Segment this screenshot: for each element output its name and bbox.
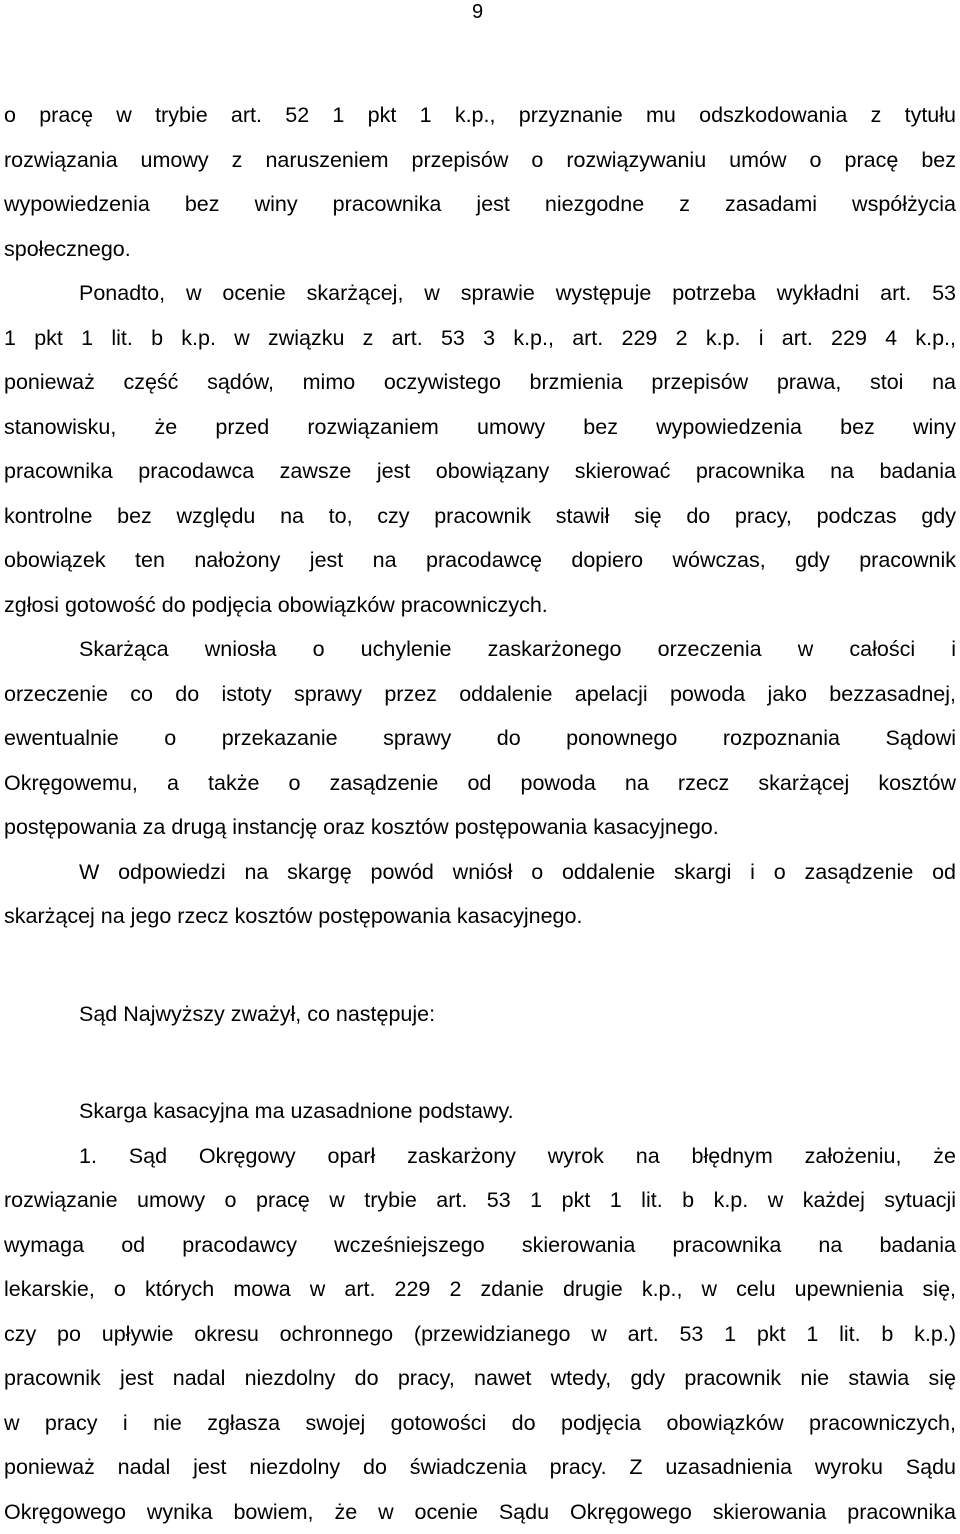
page-number: 9 bbox=[472, 0, 483, 24]
text-line: zgłosi gotowość do podjęcia obowiązków pracowniczych. bbox=[4, 583, 956, 628]
text-line: wymaga od pracodawcy wcześniejszego skierowania pracownika na badania bbox=[4, 1223, 956, 1268]
section-heading: Sąd Najwyższy zważył, co następuje: bbox=[4, 992, 956, 1037]
text-line: o pracę w trybie art. 52 1 pkt 1 k.p., przyznanie mu odszkodowania z tytułu bbox=[4, 93, 956, 138]
paragraph-gap bbox=[4, 939, 956, 992]
text-line: lekarskie, o których mowa w art. 229 2 zdanie drugie k.p., w celu upewnienia się, bbox=[4, 1267, 956, 1312]
text-line: 1 pkt 1 lit. b k.p. w związku z art. 53 3 k.p., art. 229 2 k.p. i art. 229 4 k.p., bbox=[4, 316, 956, 361]
text-line: ponieważ nadal jest niezdolny do świadczenia pracy. Z uzasadnienia wyroku Sądu bbox=[4, 1445, 956, 1490]
text-line: Ponadto, w ocenie skarżącej, w sprawie występuje potrzeba wykładni art. 53 bbox=[4, 271, 956, 316]
text-line: W odpowiedzi na skargę powód wniósł o oddalenie skargi i o zasądzenie od bbox=[4, 850, 956, 895]
text-line: ewentualnie o przekazanie sprawy do ponownego rozpoznania Sądowi bbox=[4, 716, 956, 761]
text-line: rozwiązanie umowy o pracę w trybie art. 53 1 pkt 1 lit. b k.p. w każdej sytuacji bbox=[4, 1178, 956, 1223]
document-body bbox=[4, 93, 956, 1534]
text-line: skarżącej na jego rzecz kosztów postępowania kasacyjnego. bbox=[4, 894, 956, 939]
text-line: stanowisku, że przed rozwiązaniem umowy bez wypowiedzenia bez winy bbox=[4, 405, 956, 450]
text-line: ponieważ część sądów, mimo oczywistego brzmienia przepisów prawa, stoi na bbox=[4, 360, 956, 405]
text-line: rozwiązania umowy z naruszeniem przepisów o rozwiązywaniu umów o pracę bez bbox=[4, 138, 956, 183]
paragraph-gap bbox=[4, 1036, 956, 1089]
text-line: społecznego. bbox=[4, 227, 956, 272]
text-line: wypowiedzenia bez winy pracownika jest niezgodne z zasadami współżycia bbox=[4, 182, 956, 227]
text-line: pracownika pracodawca zawsze jest obowiązany skierować pracownika na badania bbox=[4, 449, 956, 494]
text-line: Skarżąca wniosła o uchylenie zaskarżonego orzeczenia w całości i bbox=[4, 627, 956, 672]
text-line: Skarga kasacyjna ma uzasadnione podstawy. bbox=[4, 1089, 956, 1134]
text-line: kontrolne bez względu na to, czy pracownik stawił się do pracy, podczas gdy bbox=[4, 494, 956, 539]
text-line: Okręgowego wynika bowiem, że w ocenie Sądu Okręgowego skierowania pracownika bbox=[4, 1490, 956, 1534]
text-line: w pracy i nie zgłasza swojej gotowości do podjęcia obowiązków pracowniczych, bbox=[4, 1401, 956, 1446]
text-line: pracownik jest nadal niezdolny do pracy, nawet wtedy, gdy pracownik nie stawia się bbox=[4, 1356, 956, 1401]
text-line: czy po upływie okresu ochronnego (przewidzianego w art. 53 1 pkt 1 lit. b k.p.) bbox=[4, 1312, 956, 1357]
text-line: 1. Sąd Okręgowy oparł zaskarżony wyrok na błędnym założeniu, że bbox=[4, 1134, 956, 1179]
text-line: obowiązek ten nałożony jest na pracodawcę dopiero wówczas, gdy pracownik bbox=[4, 538, 956, 583]
text-line: postępowania za drugą instancję oraz kosztów postępowania kasacyjnego. bbox=[4, 805, 956, 850]
text-line: Okręgowemu, a także o zasądzenie od powoda na rzecz skarżącej kosztów bbox=[4, 761, 956, 806]
text-line: orzeczenie co do istoty sprawy przez oddalenie apelacji powoda jako bezzasadnej, bbox=[4, 672, 956, 717]
